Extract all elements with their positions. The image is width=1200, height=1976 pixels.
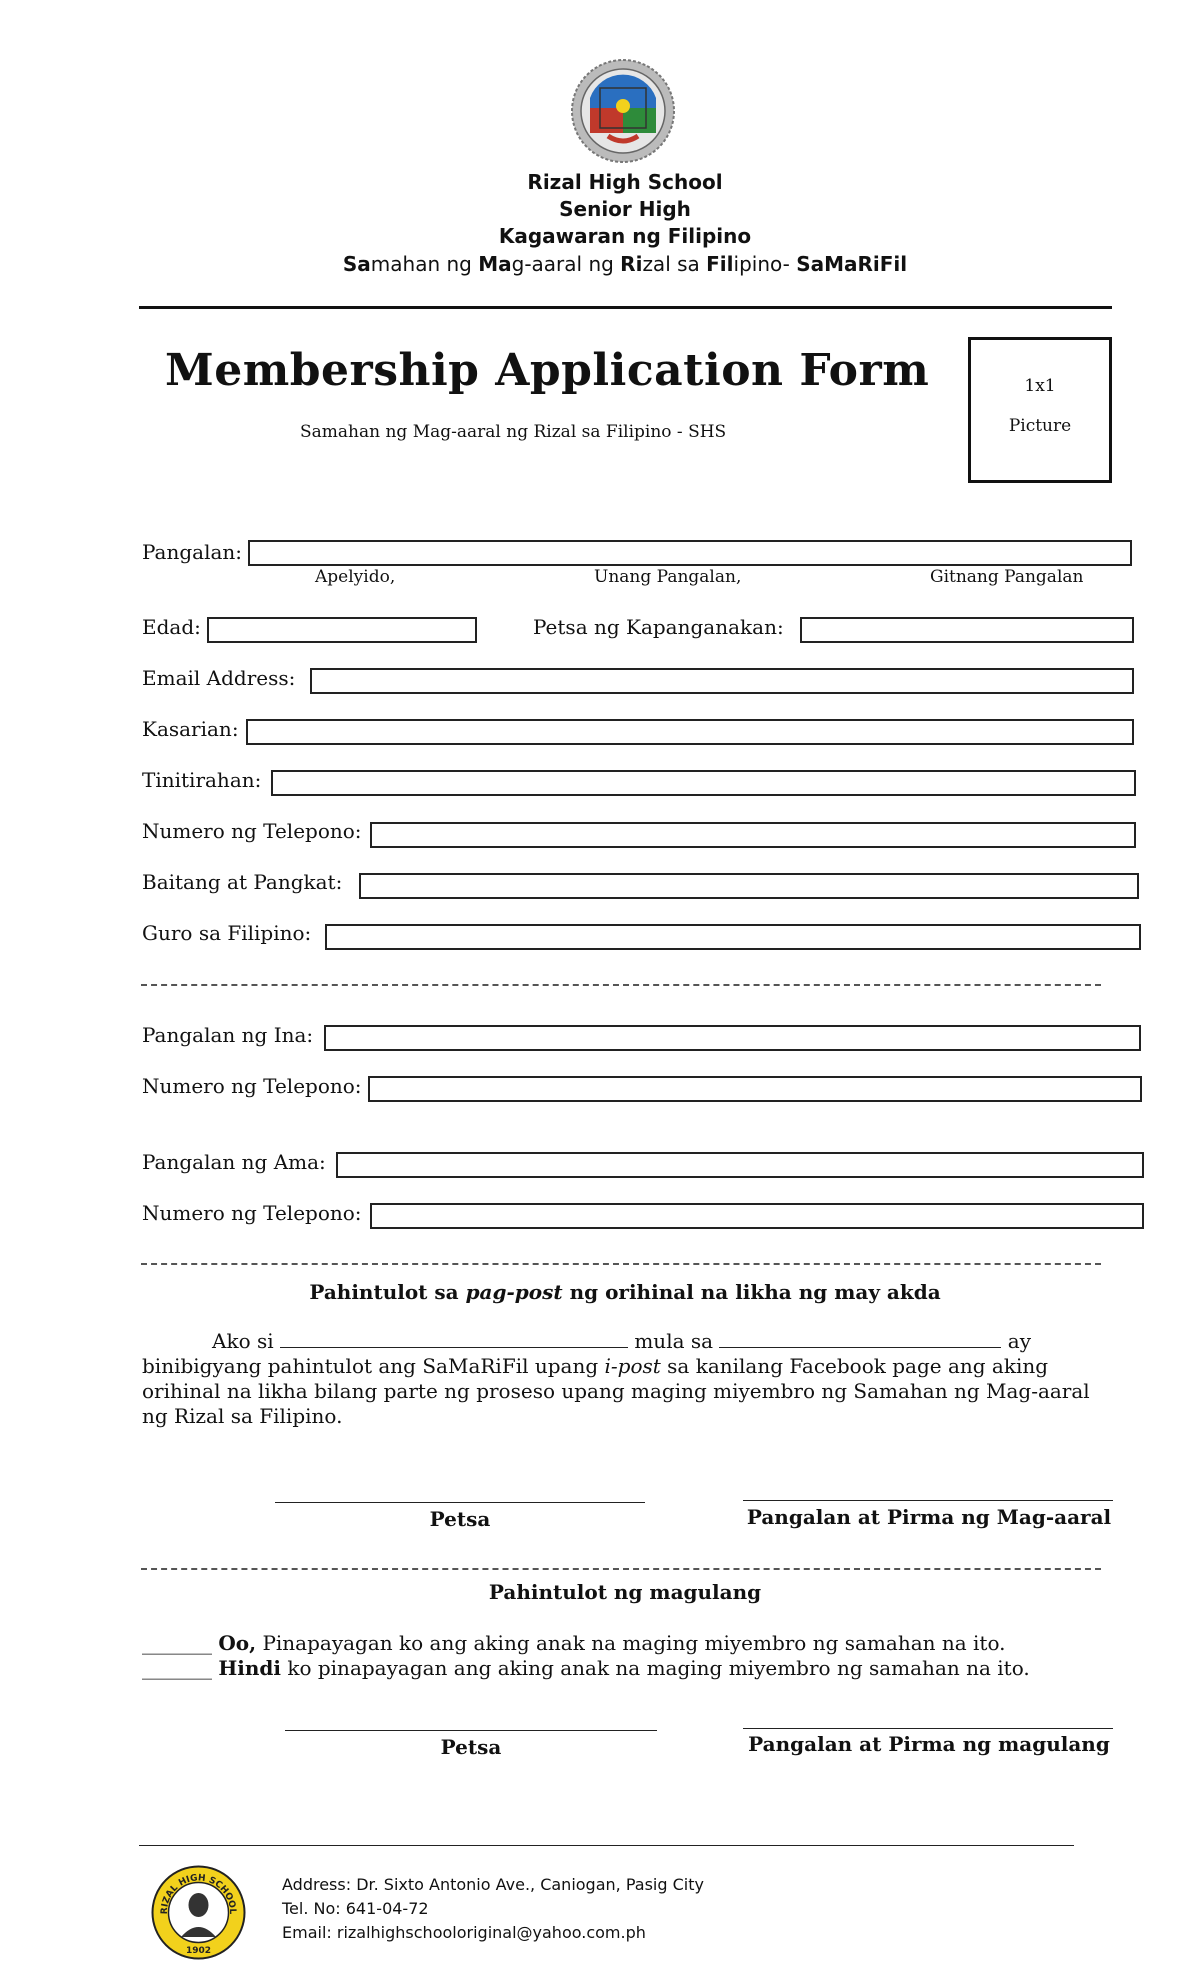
- option-no[interactable]: _______ Hindi ko pinapayagan ang aking anak na maging miyembro ng samahan na ito.: [142, 1656, 1030, 1680]
- email-label: Email Address:: [142, 666, 296, 690]
- baitang-field[interactable]: [359, 873, 1139, 899]
- kasarian-field[interactable]: [246, 719, 1134, 745]
- permission-post-paragraph: Ako si mula sa ay binibigyang pahintulot ang SaMaRiFil upang i-post sa kanilang Facebook page ang aking orihinal na likha bilang parte ng proseso upang maging miyembro ng Samahan ng Mag-aaral ng Rizal sa Filipino.: [142, 1329, 1090, 1428]
- org-name-fragment: ipino-: [733, 252, 797, 276]
- svg-text:1902: 1902: [185, 1946, 212, 1956]
- org-name-fragment: Ri: [620, 252, 643, 276]
- telepono-ama-label: Numero ng Telepono:: [142, 1201, 362, 1225]
- edad-label: Edad:: [142, 615, 201, 639]
- section-blank[interactable]: [719, 1331, 1001, 1348]
- ina-field[interactable]: [324, 1025, 1141, 1051]
- telepono-label: Numero ng Telepono:: [142, 819, 362, 843]
- parent-signature-line[interactable]: [743, 1728, 1113, 1729]
- footer-contact: [282, 1873, 704, 1945]
- baitang-label: Baitang at Pangkat:: [142, 870, 343, 894]
- footer-tel: Tel. No: 641-04-72: [282, 1899, 429, 1918]
- org-name-fragment: Fil: [706, 252, 734, 276]
- ina-label: Pangalan ng Ina:: [142, 1023, 314, 1047]
- option-yes[interactable]: _______ Oo, Pinapayagan ko ang aking anak na maging miyembro ng samahan na ito.: [142, 1631, 1006, 1655]
- org-name-fragment: Ma: [478, 252, 512, 276]
- parent-petsa-signature-line[interactable]: [285, 1730, 657, 1731]
- telepono-field[interactable]: [370, 822, 1136, 848]
- footer-email: Email: rizalhighschooloriginal@yahoo.com.ph: [282, 1923, 646, 1942]
- petsa-kapanganakan-field[interactable]: [800, 617, 1134, 643]
- telepono-ina-field[interactable]: [368, 1076, 1142, 1102]
- section-divider: [141, 1263, 1101, 1265]
- photo-size-label: 1x1: [1024, 376, 1056, 396]
- svg-text:RIZAL HIGH SCHOOL: RIZAL HIGH SCHOOL: [159, 1873, 238, 1915]
- photo-box: [968, 337, 1112, 483]
- school-level: Senior High: [559, 197, 691, 221]
- org-name-fragment: mahan ng: [370, 252, 479, 276]
- parent-permission-options: [142, 1631, 1092, 1681]
- petsa-label: Petsa: [429, 1507, 491, 1531]
- unang-pangalan-label: Unang Pangalan,: [594, 567, 742, 587]
- footer-address: Address: Dr. Sixto Antonio Ave., Caniogan, Pasig City: [282, 1875, 704, 1894]
- organization-name: [0, 252, 1200, 276]
- org-name-fragment: zal sa: [642, 252, 707, 276]
- school-emblem: [570, 58, 676, 164]
- telepono-ama-field[interactable]: [370, 1203, 1144, 1229]
- guro-label: Guro sa Filipino:: [142, 921, 312, 945]
- form-title: Membership Application Form: [165, 345, 930, 396]
- petsa-kapanganakan-label: Petsa ng Kapanganakan:: [533, 615, 784, 639]
- petsa-signature-line[interactable]: [275, 1502, 645, 1503]
- kasarian-label: Kasarian:: [142, 717, 239, 741]
- form-subtitle: Samahan ng Mag-aaral ng Rizal sa Filipino - SHS: [300, 422, 727, 442]
- section-divider: [141, 984, 1101, 986]
- pangalan-label: Pangalan:: [142, 540, 243, 564]
- pangalan-field[interactable]: [248, 540, 1132, 566]
- school-seal: [151, 1865, 246, 1960]
- parent-permission-heading: Pahintulot ng magulang: [488, 1580, 762, 1604]
- footer-divider: [139, 1845, 1074, 1846]
- org-name-fragment: SaMaRiFil: [796, 252, 908, 276]
- school-name: Rizal High School: [527, 170, 723, 194]
- ama-field[interactable]: [336, 1152, 1144, 1178]
- edad-field[interactable]: [207, 617, 477, 643]
- guro-field[interactable]: [325, 924, 1141, 950]
- telepono-ina-label: Numero ng Telepono:: [142, 1074, 362, 1098]
- student-signature-label: Pangalan at Pirma ng Mag-aaral: [746, 1505, 1112, 1529]
- section-divider: [141, 1568, 1101, 1570]
- author-name-blank[interactable]: [280, 1331, 628, 1348]
- tinitirahan-label: Tinitirahan:: [142, 768, 262, 792]
- photo-label: Picture: [1008, 416, 1072, 436]
- parent-signature-label: Pangalan at Pirma ng magulang: [748, 1732, 1110, 1756]
- parent-petsa-label: Petsa: [440, 1735, 502, 1759]
- tinitirahan-field[interactable]: [271, 770, 1136, 796]
- header-divider: [139, 306, 1112, 309]
- org-name-fragment: Sa: [342, 252, 371, 276]
- gitnang-pangalan-label: Gitnang Pangalan: [930, 567, 1084, 587]
- ama-label: Pangalan ng Ama:: [142, 1150, 326, 1174]
- apelyido-label: Apelyido,: [315, 567, 396, 587]
- student-signature-line[interactable]: [743, 1500, 1113, 1501]
- org-name-fragment: g-aaral ng: [511, 252, 621, 276]
- permission-post-heading: Pahintulot sa pag-post ng orihinal na likha ng may akda: [309, 1280, 941, 1304]
- email-field[interactable]: [310, 668, 1134, 694]
- department-name: Kagawaran ng Filipino: [498, 224, 752, 248]
